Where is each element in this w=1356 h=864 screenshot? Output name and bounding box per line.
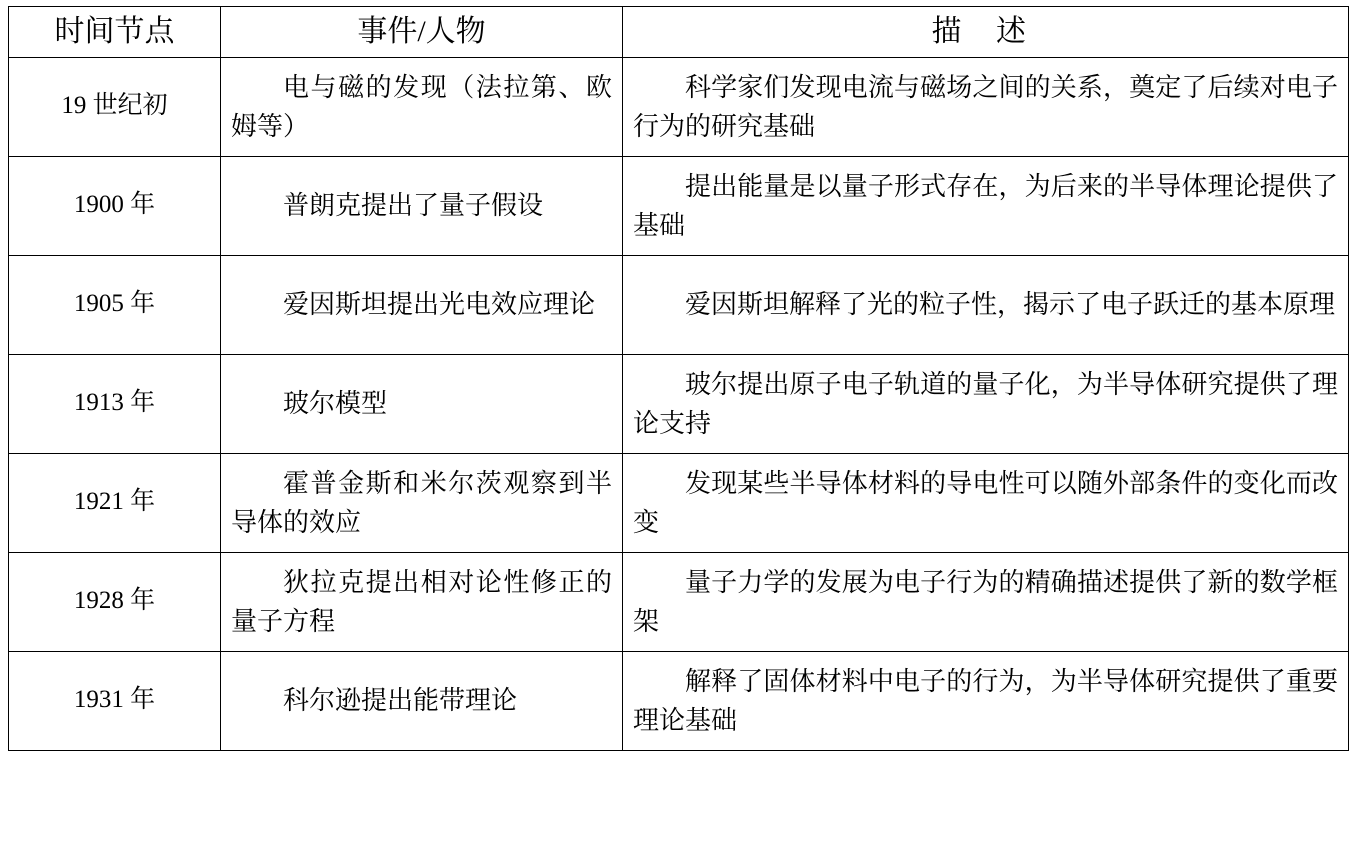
table-row <box>9 552 1349 651</box>
cell-description: 提出能量是以量子形式存在，为后来的半导体理论提供了基础 <box>623 156 1349 255</box>
header-cell-event: 事件/人物 <box>221 7 623 58</box>
header-cell-description: 描 述 <box>623 7 1349 58</box>
cell-description: 解释了固体材料中电子的行为，为半导体研究提供了重要理论基础 <box>623 651 1349 750</box>
table-row <box>9 57 1349 156</box>
cell-time: 19 世纪初 <box>9 57 221 156</box>
table-row <box>9 453 1349 552</box>
cell-event: 电与磁的发现（法拉第、欧姆等） <box>221 57 623 156</box>
cell-time: 1931 年 <box>9 651 221 750</box>
cell-description: 发现某些半导体材料的导电性可以随外部条件的变化而改变 <box>623 453 1349 552</box>
cell-event: 爱因斯坦提出光电效应理论 <box>221 255 623 354</box>
cell-event: 科尔逊提出能带理论 <box>221 651 623 750</box>
table-row <box>9 651 1349 750</box>
header-cell-time: 时间节点 <box>9 7 221 58</box>
cell-time: 1900 年 <box>9 156 221 255</box>
cell-description: 科学家们发现电流与磁场之间的关系，奠定了后续对电子行为的研究基础 <box>623 57 1349 156</box>
table-body <box>9 57 1349 750</box>
table-row <box>9 255 1349 354</box>
cell-time: 1905 年 <box>9 255 221 354</box>
cell-event: 霍普金斯和米尔茨观察到半导体的效应 <box>221 453 623 552</box>
cell-event: 狄拉克提出相对论性修正的量子方程 <box>221 552 623 651</box>
cell-description: 爱因斯坦解释了光的粒子性，揭示了电子跃迁的基本原理 <box>623 255 1349 354</box>
cell-time: 1928 年 <box>9 552 221 651</box>
table-header-row <box>9 7 1349 58</box>
document-page <box>0 6 1356 864</box>
cell-event: 玻尔模型 <box>221 354 623 453</box>
table-header <box>9 7 1349 58</box>
table-row <box>9 156 1349 255</box>
table-row <box>9 354 1349 453</box>
cell-description: 玻尔提出原子电子轨道的量子化，为半导体研究提供了理论支持 <box>623 354 1349 453</box>
cell-time: 1921 年 <box>9 453 221 552</box>
cell-event: 普朗克提出了量子假设 <box>221 156 623 255</box>
semiconductor-history-table <box>8 6 1349 751</box>
cell-time: 1913 年 <box>9 354 221 453</box>
cell-description: 量子力学的发展为电子行为的精确描述提供了新的数学框架 <box>623 552 1349 651</box>
